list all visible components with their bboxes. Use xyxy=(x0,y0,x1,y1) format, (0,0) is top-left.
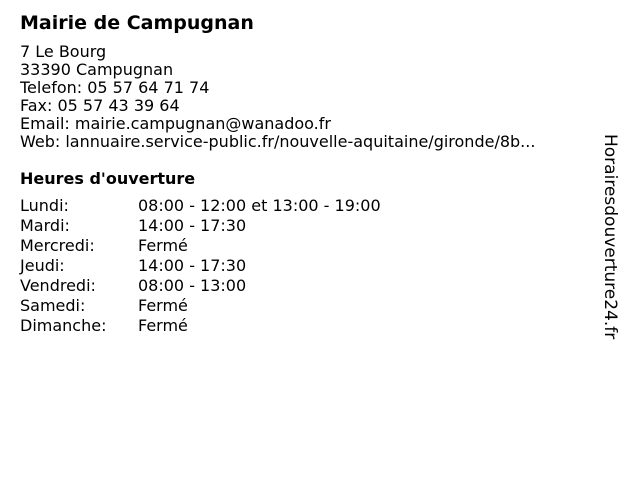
hours-day: Dimanche: xyxy=(20,316,107,335)
address-line-2: 33390 Campugnan xyxy=(20,61,174,79)
hours-row-saturday xyxy=(20,296,600,316)
hours-row-sunday xyxy=(20,316,600,336)
hours-row-tuesday xyxy=(20,216,600,236)
hours-day: Mardi: xyxy=(20,216,70,235)
hours-time: 14:00 - 17:30 xyxy=(138,256,247,275)
hours-time: 08:00 - 13:00 xyxy=(138,276,247,295)
hours-day: Samedi: xyxy=(20,296,86,315)
hours-day: Lundi: xyxy=(20,196,69,215)
opening-hours-title: Heures d'ouverture xyxy=(20,169,196,188)
opening-hours-table xyxy=(20,196,600,336)
hours-day: Mercredi: xyxy=(20,236,95,255)
web-line: Web: lannuaire.service-public.fr/nouvelle-aquitaine/gironde/8b... xyxy=(20,133,536,151)
site-watermark: Horairesdouverture24.fr xyxy=(600,134,620,340)
hours-time: Fermé xyxy=(138,236,188,255)
hours-time: Fermé xyxy=(138,316,188,335)
hours-day: Jeudi: xyxy=(20,256,65,275)
business-card xyxy=(20,10,600,336)
hours-row-thursday xyxy=(20,256,600,276)
phone-line: Telefon: 05 57 64 71 74 xyxy=(20,79,210,97)
hours-time: 08:00 - 12:00 et 13:00 - 19:00 xyxy=(138,196,381,215)
business-name: Mairie de Campugnan xyxy=(20,12,254,34)
hours-row-monday xyxy=(20,196,600,216)
hours-row-friday xyxy=(20,276,600,296)
hours-time: 14:00 - 17:30 xyxy=(138,216,247,235)
hours-time: Fermé xyxy=(138,296,188,315)
fax-line: Fax: 05 57 43 39 64 xyxy=(20,97,180,115)
address-line-1: 7 Le Bourg xyxy=(20,43,107,61)
email-line: Email: mairie.campugnan@wanadoo.fr xyxy=(20,115,331,133)
hours-day: Vendredi: xyxy=(20,276,96,295)
hours-row-wednesday xyxy=(20,236,600,256)
